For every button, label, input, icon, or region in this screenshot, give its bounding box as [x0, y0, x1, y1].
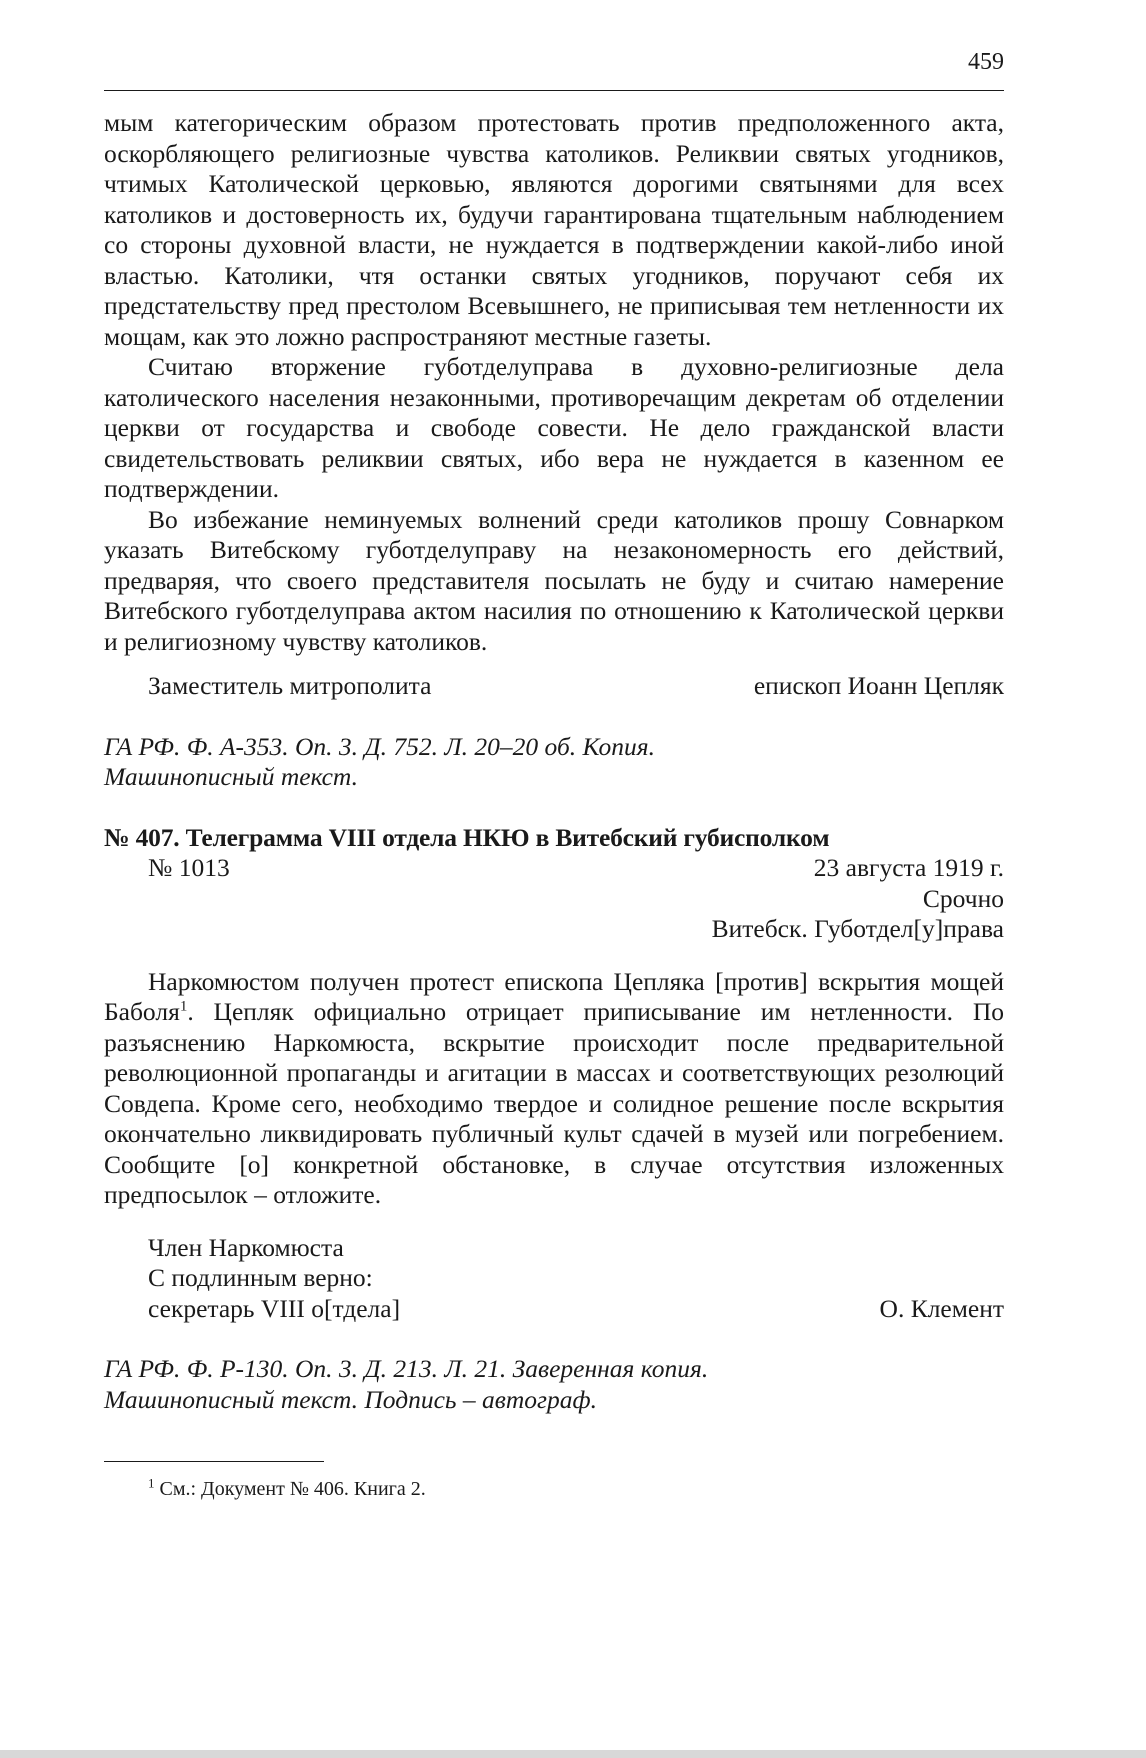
signer-name: епископ Иоанн Цепляк: [753, 671, 1004, 700]
page-number: 459: [968, 49, 1004, 75]
body-text: Наркомюстом получен протест епископа Цепляка [против] вскрытия мощей Баболя: [104, 966, 1004, 1026]
signer-name: О. Клемент: [879, 1293, 1004, 1323]
footnote-marker: 1: [148, 1475, 155, 1491]
signature-row: [104, 671, 1004, 702]
paragraph: Во избежание неминуемых волнений среди католиков прошу Совнарком указать Витебскому губотделуправу на незакономерность его действий, предваряя, что своего представителя посылать не буду и считаю намерение Витебского губотделуправа актом насилия по отношению к Католической церкви и религиозному чувству католиков.: [104, 504, 1004, 656]
signature-line: С подлинным верно:: [148, 1263, 373, 1292]
footnote-reference[interactable]: 1: [179, 998, 188, 1015]
telegram-urgency: Срочно: [922, 883, 1004, 913]
telegram-addressee: Витебск. Губотдел[у]права: [711, 914, 1004, 943]
signature-line: Член Наркомюста: [148, 1232, 344, 1262]
footnote: [104, 1476, 1004, 1502]
previous-document-continuation: [104, 108, 1004, 793]
archive-line: Машинописный текст. Подпись – автограф.: [104, 1384, 597, 1414]
signature-line: секретарь VIII о[тдела]: [148, 1293, 401, 1323]
archive-reference: [104, 732, 1004, 793]
telegram-date: 23 августа 1919 г.: [813, 853, 1004, 882]
body-text: . Цепляк официально отрицает приписывание им нетленности. По разъяснению Наркомюста, вскрытие происходит после предварительной революционной пропаганды и агитации в массах и соответствующих резолюций Совдепа. Кроме сего, необходимо твердое и солидное решение после вскрытия окончательно ликвидировать публичный культ сдачей в музей или погребением. Сообщите [о] конкретной обстановке, в случае отсутствия изложенных предпосылок – отложите.: [104, 997, 1004, 1209]
page-content: [104, 108, 1004, 1502]
telegram-number: № 1013: [148, 853, 230, 882]
signer-position: Заместитель митрополита: [148, 671, 432, 700]
archive-reference: [104, 1354, 1004, 1415]
paragraph: Считаю вторжение губотделуправа в духовно-религиозные дела католического населения незаконными, противоречащим декретам об отделении церкви от государства и свободе совести. Не дело гражданской власти свидетельствовать реликвии святых, ибо вера не нуждается в казенном ее подтверждении.: [104, 352, 1004, 503]
document-407: [104, 823, 1004, 1416]
signature-block: [104, 1233, 1004, 1325]
archive-line: Машинописный текст.: [104, 762, 359, 791]
archive-line: ГА РФ. Ф. А-353. Оп. 3. Д. 752. Л. 20–20 об. Копия.: [104, 731, 655, 761]
paragraph-continuation: мым категорическим образом протестовать против предположенного акта, оскорбляющего религиозные чувства католиков. Реликвии святых угодников, чтимых Католической церковью, являются дорогими святынями для всех католиков и достоверность их, будучи гарантирована тщательным наблюдением со стороны духовной власти, не нуждается в подтверждении какой-либо иной властью. Католики, чтя останки святых угодников, поручают себя их предстательству пред престолом Всевышнего, не приписывая тем нетленности их мощам, как это ложно распространяют местные газеты.: [104, 108, 1004, 351]
telegram-header: [104, 853, 1004, 945]
footnote-rule: [104, 1461, 324, 1462]
book-page: [104, 0, 1004, 1758]
header-rule: [104, 90, 1004, 91]
footnote-text: См.: Документ № 406. Книга 2.: [159, 1478, 426, 1500]
scan-edge: [0, 1750, 1146, 1758]
document-title: № 407. Телеграмма VIII отдела НКЮ в Витебский губисполком: [104, 822, 830, 852]
telegram-body: [104, 967, 1004, 1211]
archive-line: ГА РФ. Ф. Р-130. Оп. 3. Д. 213. Л. 21. Заверенная копия.: [104, 1354, 709, 1383]
